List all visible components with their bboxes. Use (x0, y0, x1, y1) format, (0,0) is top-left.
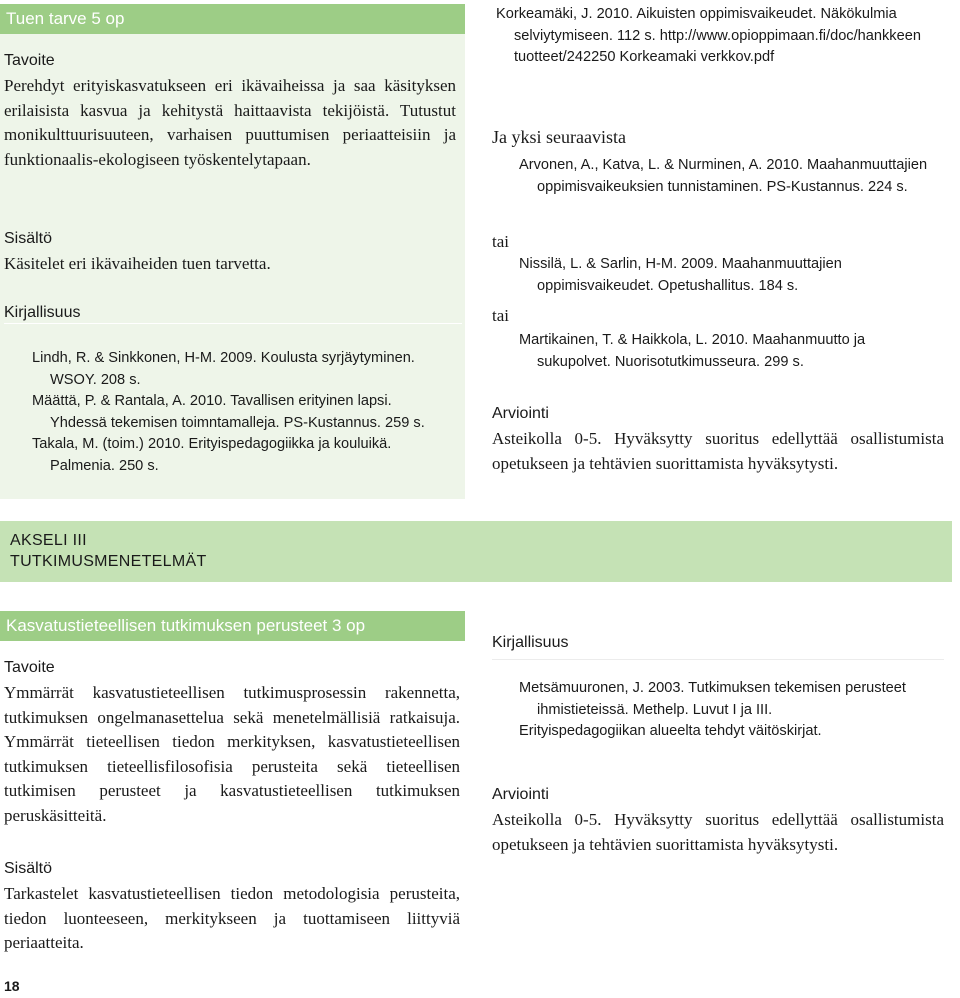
reference-item: Martikainen, T. & Haikkola, L. 2010. Maahanmuutto ja sukupolvet. Nuorisotutkimusseura. 299 s. (519, 332, 866, 370)
course-title-bar (0, 611, 465, 641)
sisalto-heading: Sisältö (4, 860, 53, 877)
reference-list (32, 348, 442, 477)
page-number: 18 (4, 978, 20, 994)
sisalto-text: Tarkastelet kasvatustieteellisen tiedon metodologisia perusteita, tiedon luonteeseen, merkitykseen ja tuottamiseen liittyviä periaatteita. (4, 884, 460, 953)
tavoite-heading: Tavoite (4, 52, 55, 69)
reference-item: Arvonen, A., Katva, L. & Nurminen, A. 2010. Maahanmuuttajien oppimisvaikeuksien tunnistaminen. PS-Kustannus. 224 s. (519, 157, 928, 195)
course-title-bar (0, 4, 465, 34)
arviointi-heading: Arviointi (492, 405, 549, 422)
option-3 (519, 330, 939, 373)
sisalto-heading: Sisältö (4, 230, 53, 247)
tavoite-text: Ymmärrät kasvatustieteellisen tutkimusprosessin rakennetta, tutkimuksen ongelmanasettelua sekä menetelmällisiä ratkaisuja. Ymmärrät tieteellisen tiedon merkityksen, kasvatustieteellisen tutkimuksen tieteellisfilosofisia perusteita sekä tieteellisen tutkimisen perusteet ja kasvatustieteellisen tutkimuksen peruskäsitteitä. (4, 683, 460, 825)
tai-label: tai (492, 306, 509, 325)
divider (492, 659, 944, 660)
course-title: Tuen tarve 5 op (6, 9, 125, 28)
section-banner-line1: AKSELI III (10, 532, 87, 549)
arviointi-text: Asteikolla 0-5. Hyväksytty suoritus edellyttää osallistumista opetukseen ja tehtävien suorittamista hyväksytysti. (492, 429, 944, 473)
section-banner (0, 521, 952, 582)
reference-item: Takala, M. (toim.) 2010. Erityispedagogiikka ja kouluikä. Palmenia. 250 s. (32, 436, 392, 474)
kirjallisuus-heading: Kirjallisuus (492, 634, 569, 651)
option-1 (519, 155, 939, 198)
course-title: Kasvatustieteellisen tutkimuksen perusteet 3 op (6, 616, 366, 635)
seuraavista-heading: Ja yksi seuraavista (492, 127, 626, 147)
reference-list (519, 678, 939, 743)
kirjallisuus-heading: Kirjallisuus (4, 304, 81, 321)
arviointi-heading: Arviointi (492, 786, 549, 803)
reference-item: Erityispedagogiikan alueelta tehdyt väitöskirjat. (519, 723, 822, 739)
arviointi-text: Asteikolla 0-5. Hyväksytty suoritus edellyttää osallistumista opetukseen ja tehtävien suorittamista hyväksytysti. (492, 810, 944, 854)
reference-item: Määttä, P. & Rantala, A. 2010. Tavallisen erityinen lapsi. Yhdessä tekemisen toimntamalleja. PS-Kustannus. 259 s. (32, 393, 425, 431)
sisalto-text: Käsitelet eri ikävaiheiden tuen tarvetta. (4, 254, 271, 273)
reference-item: Metsämuuronen, J. 2003. Tutkimuksen tekemisen perusteet ihmistieteissä. Methelp. Luvut I ja III. (519, 680, 906, 718)
option-2 (519, 254, 939, 297)
tavoite-text: Perehdyt erityiskasvatukseen eri ikävaiheissa ja saa käsityksen erilaisista kasvua ja kehitystä haittaavista tekijöistä. Tutustut monikulttuurisuuteen, varhaisen puuttumisen periaatteisiin ja funktionaalis-ekologiseen työskentelytapaan. (4, 76, 456, 169)
tai-label: tai (492, 232, 509, 251)
reference-continued (496, 4, 936, 69)
reference-item: Korkeamäki, J. 2010. Aikuisten oppimisvaikeudet. Näkökulmia selviytymiseen. 112 s. http://www.opioppimaan.fi/doc/hankkeen tuotteet/242250 Korkeamaki verkkov.pdf (496, 6, 921, 65)
reference-item: Nissilä, L. & Sarlin, H-M. 2009. Maahanmuuttajien oppimisvaikeudet. Opetushallitus. 184 s. (519, 256, 842, 294)
tavoite-heading: Tavoite (4, 659, 55, 676)
reference-item: Lindh, R. & Sinkkonen, H-M. 2009. Koulusta syrjäytyminen. WSOY. 208 s. (32, 350, 415, 388)
divider (4, 323, 462, 324)
section-banner-line2: TUTKIMUSMENETELMÄT (10, 553, 207, 570)
